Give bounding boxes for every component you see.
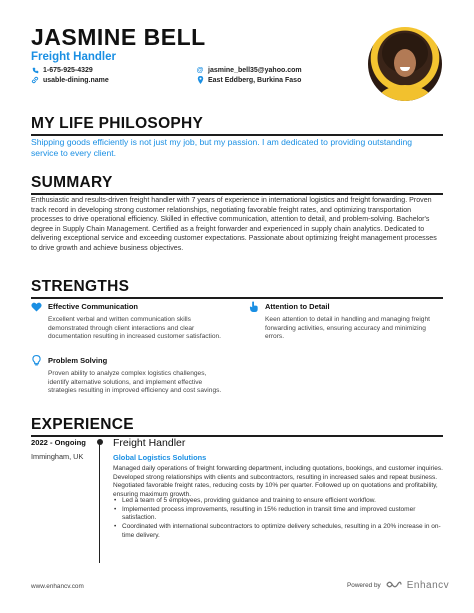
contact-email[interactable] — [196, 66, 302, 74]
email-text: jasmine_bell35@yahoo.com — [208, 66, 302, 74]
job-bullets — [113, 497, 443, 541]
section-divider — [31, 134, 443, 136]
contact-website[interactable] — [31, 76, 109, 84]
strength-item — [31, 301, 228, 342]
powered-by-label: Powered by — [347, 582, 381, 589]
job-company: Global Logistics Solutions — [113, 453, 207, 462]
job-bullet: • Implemented process improvements, resulting in 15% reduction in transit time and improved customer satisfaction. — [113, 506, 443, 523]
footer-powered — [347, 580, 449, 591]
experience-heading: EXPERIENCE — [31, 416, 134, 433]
job-description: Managed daily operations of freight forwarding department, including quotations, bookings, and customer inquiries. Developed strong relationships with clients and subcontractors, resulting in increased sales and repeat business. Negotiated favorable freight rates, reducing costs by 10% per quarter. Followed up on quotations and profitability, ensuring maximum growth. — [113, 465, 443, 499]
profile-photo — [368, 27, 442, 101]
brand-name: Enhancv — [406, 580, 450, 591]
strength-title: Attention to Detail — [265, 302, 330, 311]
job-role: Freight Handler — [113, 437, 186, 449]
timeline-line — [99, 443, 100, 563]
philosophy-heading: MY LIFE PHILOSOPHY — [31, 115, 204, 132]
job-bullet: • Led a team of 5 employees, providing guidance and training to ensure efficient workflow. — [113, 497, 443, 506]
location-pin-icon — [196, 76, 204, 84]
strength-title: Effective Communication — [48, 302, 139, 311]
philosophy-text: Shipping goods efficiently is not just my job, but my passion. I am dedicated to providing outstanding service to every client. — [31, 137, 413, 159]
strength-title: Problem Solving — [48, 356, 108, 365]
enhancv-logo-icon — [386, 580, 402, 591]
section-divider — [31, 193, 443, 195]
summary-heading: SUMMARY — [31, 174, 113, 191]
strength-desc: Proven ability to analyze complex logistics challenges, identify alternative solutions, and implement effective strategies resulting in improved efficiency and cost savings. — [48, 370, 222, 395]
section-divider — [31, 297, 443, 299]
strength-item — [248, 301, 445, 342]
job-bullet: • Coordinated with international subcontractors to optimize delivery schedules, resulting in a 20% increase in on-time delivery. — [113, 523, 443, 540]
phone-text: 1-675-925-4329 — [43, 66, 93, 74]
strengths-heading: STRENGTHS — [31, 278, 130, 295]
candidate-name: JASMINE BELL — [31, 24, 206, 50]
strength-desc: Excellent verbal and written communication skills demonstrated through client interactions and clear documentation resulting in increased customer satisfaction. — [48, 316, 221, 341]
candidate-title: Freight Handler — [31, 51, 116, 63]
contact-location — [196, 76, 301, 84]
heart-icon — [31, 301, 42, 312]
location-text: East Eddberg, Burkina Faso — [208, 76, 302, 84]
section-divider — [31, 435, 443, 437]
footer-site[interactable]: www.enhancv.com — [31, 583, 84, 590]
strength-desc: Keen attention to detail in handling and managing freight forwarding activities, ensuring accuracy and minimizing errors. — [265, 316, 430, 341]
hand-pointer-icon — [248, 301, 259, 312]
job-dates: 2022 - Ongoing — [31, 438, 86, 447]
website-text: usable-dining.name — [43, 76, 109, 84]
lightbulb-icon — [31, 355, 42, 366]
link-icon — [31, 76, 39, 84]
strength-item — [31, 355, 228, 396]
at-icon: @ — [196, 66, 204, 74]
job-location: Immingham, UK — [31, 452, 84, 461]
summary-text: Enthusiastic and results-driven freight handler with 7 years of experience in international logistics and freight forwarding. Proven track record in developing strong customer relationships, negotiating favorable freight rates, and optimizing transportation processes to drive operational efficiency. Skilled in effective communication, attention to detail, and problem-solving. Bachelor's degree in Supply Chain Management. Certified as a freight forwarder and experienced in supply chain analytics. Dedicated to delivering exceptional service and exceeding customer expectations. Passionate about optimizing freight management processes to drive growth and achieve business objectives. — [31, 196, 437, 252]
phone-icon — [31, 66, 39, 74]
contact-phone — [31, 66, 93, 74]
